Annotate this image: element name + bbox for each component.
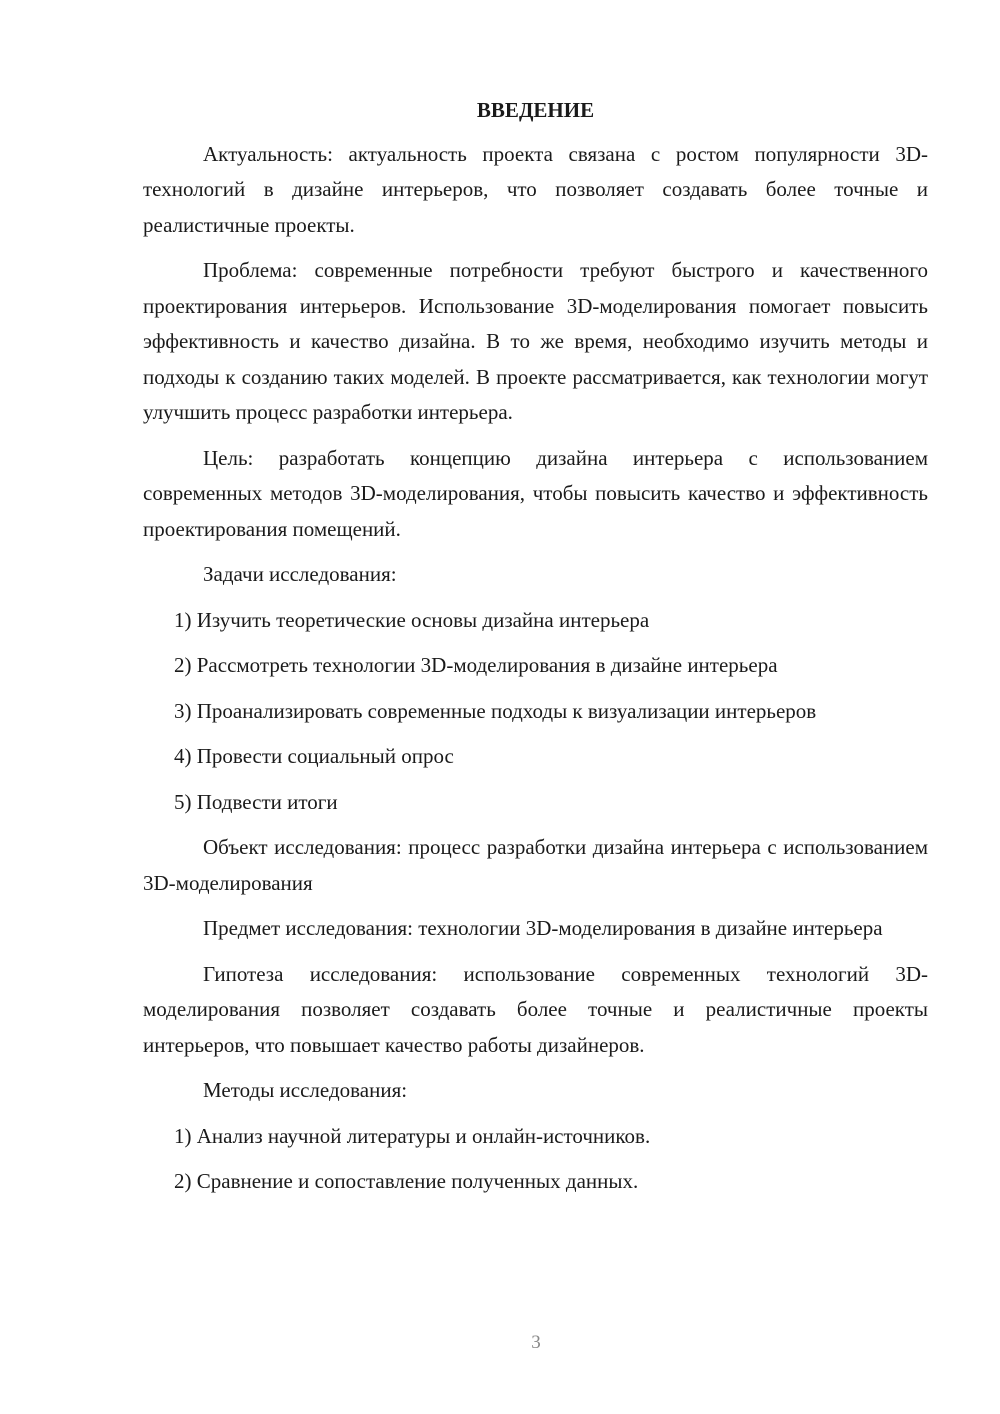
hypothesis-paragraph: Гипотеза исследования: использование современных технологий 3D-моделирования позволяет создавать более точные и реалистичные проекты интерьеров, что повышает качество работы дизайнеров.	[143, 961, 928, 1057]
problem-paragraph: Проблема: современные потребности требуют быстрого и качественного проектирования интерьеров. Использование 3D-моделирования помогает повысить эффективность и качество дизайна. В то же время, необходимо изучить методы и подходы к созданию таких моделей. В проекте рассматривается, как технологии могут улучшить процесс разработки интерьера.	[143, 258, 928, 424]
page-number: 3	[531, 1332, 541, 1353]
task-item: 4) Провести социальный опрос	[174, 744, 454, 768]
task-item: 1) Изучить теоретические основы дизайна интерьера	[174, 607, 650, 632]
object-paragraph: Объект исследования: процесс разработки дизайна интерьера с использованием 3D-моделирования	[143, 835, 928, 895]
method-item: 2) Сравнение и сопоставление полученных данных.	[174, 1169, 639, 1193]
relevance-paragraph: Актуальность: актуальность проекта связана с ростом популярности 3D-технологий в дизайне интерьеров, что позволяет создавать более точные и реалистичные проекты.	[143, 141, 928, 237]
section-title: ВВЕДЕНИЕ	[476, 98, 595, 122]
tasks-heading: Задачи исследования:	[203, 562, 397, 586]
method-item: 1) Анализ научной литературы и онлайн-источников.	[174, 1123, 651, 1148]
goal-paragraph: Цель: разработать концепцию дизайна интерьера с использованием современных методов 3D-моделирования, чтобы повысить качество и эффективность проектирования помещений.	[143, 445, 928, 541]
document-body	[143, 93, 928, 1210]
task-item: 3) Проанализировать современные подходы к визуализации интерьеров	[174, 698, 817, 723]
task-item: 5) Подвести итоги	[174, 789, 338, 814]
task-item: 2) Рассмотреть технологии 3D-моделирования в дизайне интерьера	[174, 653, 778, 677]
subject-paragraph: Предмет исследования: технологии 3D-моделирования в дизайне интерьера	[203, 916, 883, 940]
methods-heading: Методы исследования:	[203, 1078, 408, 1102]
